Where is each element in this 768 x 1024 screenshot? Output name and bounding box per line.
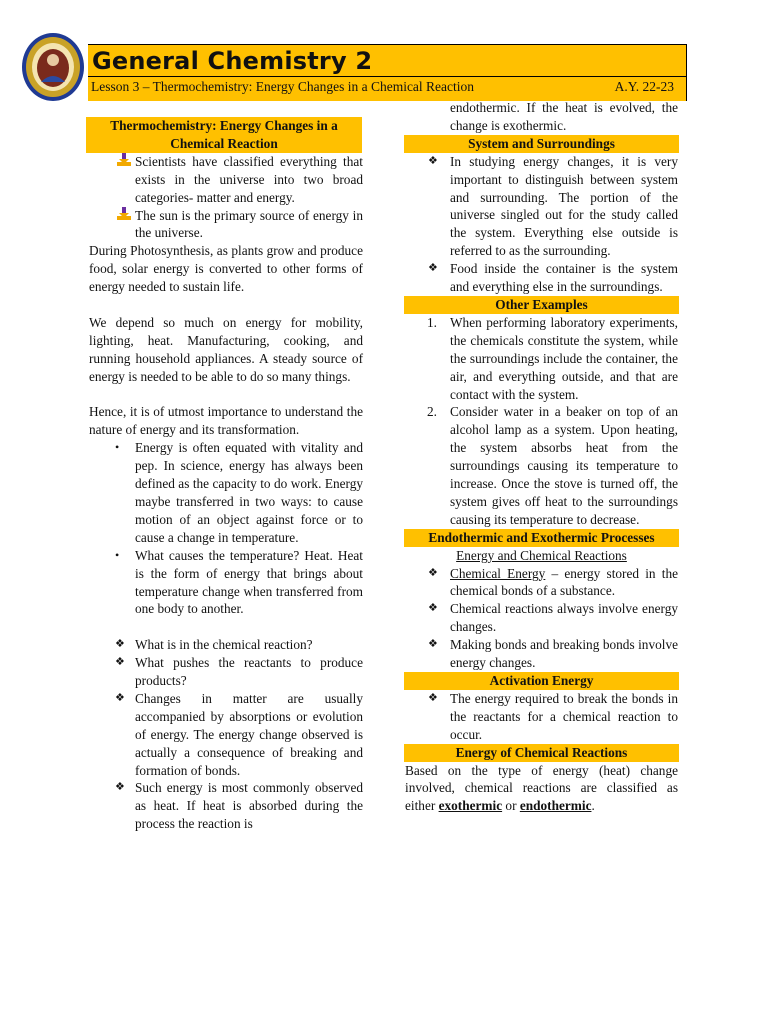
list-number: 2.: [427, 404, 437, 420]
term-endothermic: endothermic: [519, 798, 592, 814]
diamond-bullet-icon: ❖: [115, 781, 125, 794]
dot-bullet-icon: •: [115, 547, 120, 562]
continuation-text: endothermic. If the heat is evolved, the change is exothermic.: [450, 100, 678, 133]
paragraph-photosynthesis: During Photosynthesis, as plants grow and produce food, solar energy is converted to other forms of energy needed to sustain life.: [89, 243, 363, 295]
list-item: ❖ What is in the chemical reaction?: [115, 637, 313, 653]
arrow-bullet-icon: [117, 207, 131, 227]
paragraph-energy-dependence: We depend so much on energy for mobility, lighting, heat. Manufacturing, cooking, and running household appliances. A steady source of energy is needed to be able to do so many things.: [89, 314, 363, 384]
diamond-bullet-icon: ❖: [428, 154, 438, 167]
list-item: ❖ Making bonds and breaking bonds involve energy changes.: [428, 637, 678, 671]
list-item: ❖ Food inside the container is the system and everything else in the surroundings.: [428, 261, 678, 295]
banner-divider: [88, 76, 686, 77]
diamond-bullet-icon: ❖: [428, 262, 438, 275]
diamond-bullet-icon: ❖: [428, 602, 438, 615]
list-item: • What causes the temperature? Heat. Heat is the form of energy that brings about temperature change when transferred from one body to another.: [115, 547, 363, 617]
university-seal-logo: [21, 32, 85, 102]
list-item: 1. When performing laboratory experiments, the chemicals constitute the system, while the surroundings include the container, the air, and everything outside, and that are contact with the system.: [427, 314, 678, 402]
section-heading-other-examples: Other Examples: [404, 296, 679, 314]
academic-year: A.Y. 22-23: [614, 79, 674, 94]
list-item: The sun is the primary source of energy in the universe.: [89, 207, 363, 243]
diamond-bullet-icon: ❖: [115, 638, 125, 651]
section-heading-energy-of-reactions: Energy of Chemical Reactions: [404, 744, 679, 762]
arrow-bullet-icon: [117, 153, 131, 173]
document-title: General Chemistry 2: [92, 47, 373, 75]
diamond-bullet-icon: ❖: [115, 691, 125, 704]
list-number: 1.: [427, 314, 437, 330]
diamond-bullet-icon: ❖: [428, 638, 438, 651]
list-item: ❖ Chemical Energy – energy stored in the chemical bonds of a substance.: [428, 565, 679, 599]
diamond-bullet-icon: ❖: [428, 691, 438, 704]
diamond-bullet-icon: ❖: [428, 566, 438, 579]
right-column: [405, 99, 678, 815]
section-heading-thermochemistry: Thermochemistry: Energy Changes in a Chemical Reaction: [86, 117, 362, 153]
left-column: [89, 117, 363, 833]
header-banner: [88, 44, 687, 101]
list-item: 2. Consider water in a beaker on top of an alcohol lamp as a system. Upon heating, the system absorbs heat from the surroundings causing its temperature to increase. Once the stove is turned off, the system gives off heat to the surroundings causing its temperature to decrease.: [427, 404, 678, 527]
lesson-subtitle: Lesson 3 – Thermochemistry: Energy Changes in a Chemical Reaction: [91, 79, 475, 94]
list-item: ❖ What pushes the reactants to produce products?: [115, 655, 363, 689]
term-chemical-energy: Chemical Energy: [450, 565, 546, 581]
section-heading-activation-energy: Activation Energy: [404, 672, 679, 690]
list-item: • Energy is often equated with vitality and pep. In science, energy has always been defined as the capacity to do work. Energy maybe transferred in two ways: to cause motion of an object against force or to cause a change in temperature.: [115, 440, 363, 545]
paragraph-classification: Based on the type of energy (heat) change involved, chemical reactions are classified as either exothermic or endothermic.: [405, 762, 678, 814]
section-heading-endo-exo: Endothermic and Exothermic Processes: [404, 529, 679, 547]
list-item: ❖ Changes in matter are usually accompanied by absorptions or evolution of energy. The energy change observed is actually a consequence of breaking and formation of bonds.: [115, 690, 363, 778]
list-item: ❖ Such energy is most commonly observed as heat. If heat is absorbed during the process the reaction is: [115, 780, 363, 832]
dot-bullet-icon: •: [115, 440, 120, 455]
section-heading-system-surroundings: System and Surroundings: [404, 135, 679, 153]
list-item: ❖ In studying energy changes, it is very important to distinguish between system and surrounding. The portion of the universe singled out for the study called the system. Everything else outside is referred to as the surrounding.: [428, 153, 678, 259]
list-item: Scientists have classified everything that exists in the universe into two broad categories- matter and energy.: [89, 153, 363, 207]
term-exothermic: exothermic: [438, 798, 503, 814]
diamond-bullet-icon: ❖: [115, 656, 125, 669]
list-item: ❖ The energy required to break the bonds in the reactants for a chemical reaction to occur.: [428, 690, 678, 742]
paragraph-importance: Hence, it is of utmost importance to understand the nature of energy and its transformation.: [89, 404, 363, 438]
list-item: ❖ Chemical reactions always involve energy changes.: [428, 601, 678, 635]
subheading-energy-reactions: Energy and Chemical Reactions: [456, 547, 627, 563]
